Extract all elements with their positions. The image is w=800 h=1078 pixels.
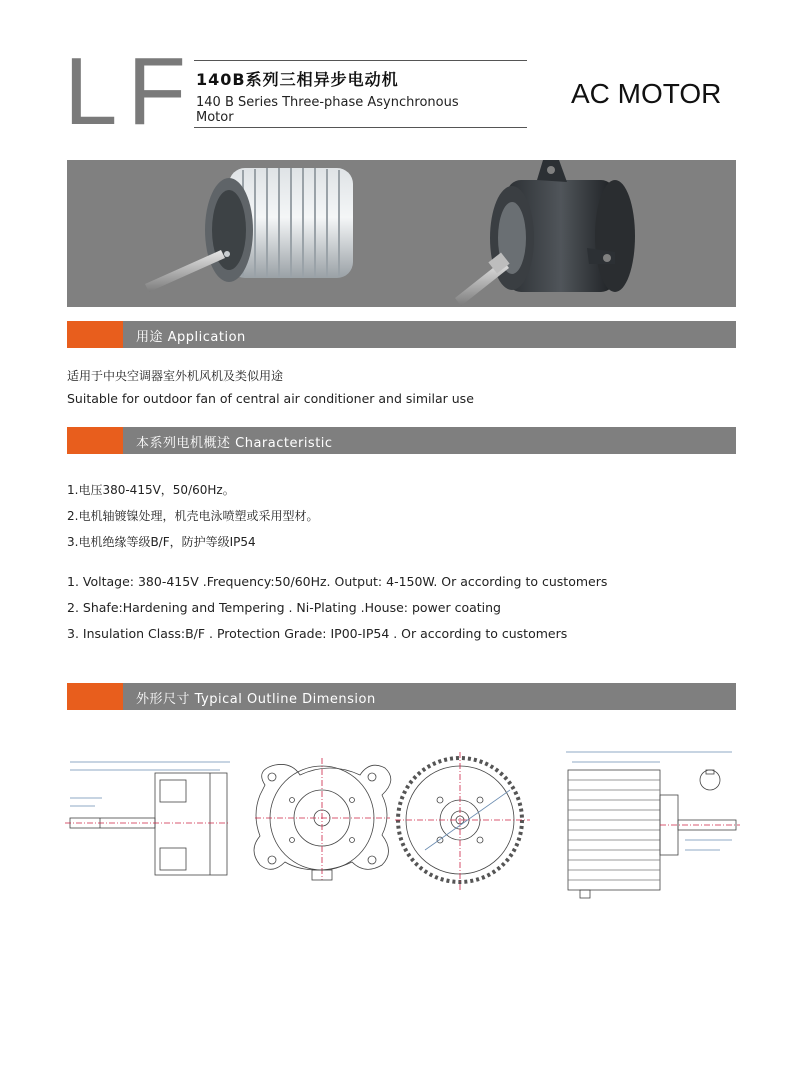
section-bar-outline <box>67 683 736 710</box>
characteristic-cn-3: 3.电机绝缘等级B/F，防护等级IP54 <box>67 535 256 549</box>
application-text-cn: 适用于中央空调器室外机风机及类似用途 <box>67 369 284 383</box>
black-motor-image <box>455 160 635 306</box>
title-en: 140 B Series Three-phase Asynchronous Motor <box>196 95 459 125</box>
title-cn: 140B系列三相异步电动机 <box>196 70 399 89</box>
profile-view-drawing <box>566 752 740 898</box>
characteristic-en-1: 1. Voltage: 380-415V .Frequency:50/60Hz. Output: 4-150W. Or according to customers <box>67 574 608 589</box>
section-accent <box>67 427 123 454</box>
product-photo-banner <box>67 160 736 307</box>
section-accent <box>67 321 123 348</box>
section-title-characteristic: 本系列电机概述 Characteristic <box>136 436 333 451</box>
brand-logo: LF <box>64 38 197 145</box>
characteristic-en-3: 3. Insulation Class:B/F . Protection Grade: IP00-IP54 . Or according to customers <box>67 626 568 641</box>
rear-view-drawing <box>395 752 530 890</box>
application-text-en: Suitable for outdoor fan of central air conditioner and similar use <box>67 391 474 406</box>
title-block <box>194 60 527 128</box>
characteristic-cn-2: 2.电机轴镀镍处理，机壳电泳喷塑或采用型材。 <box>67 509 319 523</box>
motor-photos-illustration <box>67 160 736 307</box>
section-bar-application <box>67 321 736 348</box>
ac-motor-heading: AC MOTOR <box>571 78 722 109</box>
technical-drawings-illustration <box>60 740 740 915</box>
section-title-application: 用途 Application <box>136 330 246 345</box>
outline-drawings <box>60 740 740 915</box>
section-title-outline: 外形尺寸 Typical Outline Dimension <box>136 692 376 707</box>
front-view-drawing <box>254 758 391 880</box>
side-view-drawing <box>65 762 230 875</box>
section-bar-characteristic <box>67 427 736 454</box>
section-accent <box>67 683 123 710</box>
characteristic-en-2: 2. Shafe:Hardening and Tempering . Ni-Plating .House: power coating <box>67 600 501 615</box>
aluminium-motor-image <box>145 168 353 292</box>
characteristic-cn-1: 1.电压380-415V，50/60Hz。 <box>67 483 235 497</box>
